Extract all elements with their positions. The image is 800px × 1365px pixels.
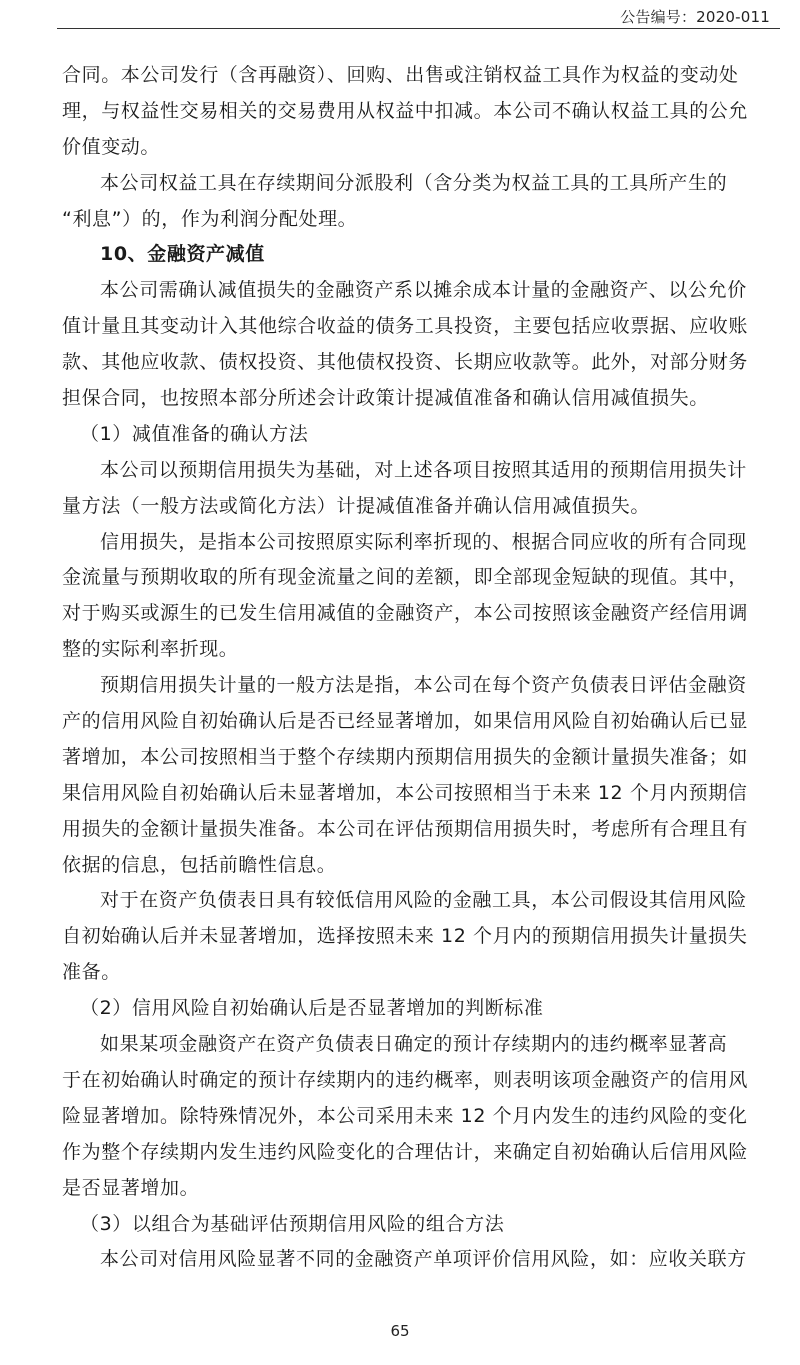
text-line: 金流量与预期收取的所有现金流量之间的差额，即全部现金短缺的现值。其中， [62,566,749,589]
paragraph-start: 本公司需确认减值损失的金融资产系以摊余成本计量的金融资产、以公允价 [100,279,747,302]
paragraph-start: 本公司权益工具在存续期间分派股利（含分类为权益工具的工具所产生的 [100,171,728,194]
text-line: 担保合同，也按照本部分所述会计政策计提减值准备和确认信用减值损失。 [62,387,709,410]
text-line: 自初始确认后并未显著增加，选择按照未来 12 个月内的预期信用损失计量损失 [62,925,748,948]
announcement-number: 公告编号：2020-011 [620,8,770,26]
paragraph-start: 如果某项金融资产在资产负债表日确定的预计存续期内的违约概率显著高 [100,1033,728,1056]
paragraph-start: 预期信用损失计量的一般方法是指，本公司在每个资产负债表日评估金融资 [100,674,747,697]
text-line: 作为整个存续期内发生违约风险变化的合理估计，来确定自初始确认后信用风险 [62,1140,749,1163]
text-line: 款、其他应收款、债权投资、其他债权投资、长期应收款等。此外，对部分财务 [62,351,749,374]
subsection-heading: （3）以组合为基础评估预期信用风险的组合方法 [80,1212,505,1235]
text-line: 对于购买或源生的已发生信用减值的金融资产，本公司按照该金融资产经信用调 [62,602,749,625]
text-line: 著增加，本公司按照相当于整个存续期内预期信用损失的金额计量损失准备；如 [62,745,749,768]
text-line: 果信用风险自初始确认后未显著增加，本公司按照相当于未来 12 个月内预期信 [62,781,748,804]
text-line: 于在初始确认时确定的预计存续期内的违约概率，则表明该项金融资产的信用风 [62,1068,749,1091]
text-line: 合同。本公司发行（含再融资）、回购、出售或注销权益工具作为权益的变动处 [62,64,739,86]
page-number: 65 [390,1322,410,1340]
text-line: 量方法（一般方法或简化方法）计提减值准备并确认信用减值损失。 [62,494,651,517]
document-body [62,58,776,1278]
paragraph-start: 信用损失，是指本公司按照原实际利率折现的、根据合同应收的所有合同现 [100,530,747,553]
subsection-heading: （2）信用风险自初始确认后是否显著增加的判断标准 [80,997,544,1020]
header-rule [57,28,780,29]
section-heading: 10、金融资产减值 [100,243,265,266]
text-line: 产的信用风险自初始确认后是否已经显著增加，如果信用风险自初始确认后已显 [62,710,749,733]
text-line: “利息”）的，作为利润分配处理。 [62,207,358,230]
text-line: 价值变动。 [62,135,161,158]
subsection-heading: （1）减值准备的确认方法 [80,422,309,445]
paragraph-start: 对于在资产负债表日具有较低信用风险的金融工具，本公司假设其信用风险 [100,889,747,912]
text-line: 值计量且其变动计入其他综合收益的债务工具投资，主要包括应收票据、应收账 [62,315,749,338]
text-line: 准备。 [62,961,121,984]
text-line: 依据的信息，包括前瞻性信息。 [62,853,337,876]
text-line: 整的实际利率折现。 [62,638,239,661]
paragraph-start: 本公司以预期信用损失为基础，对上述各项目按照其适用的预期信用损失计 [100,458,747,481]
text-line: 理，与权益性交易相关的交易费用从权益中扣减。本公司不确认权益工具的公允 [62,99,749,122]
text-line: 是否显著增加。 [62,1176,200,1199]
page-header [0,0,800,30]
text-line: 险显著增加。除特殊情况外，本公司采用未来 12 个月内发生的违约风险的变化 [62,1104,748,1127]
paragraph-start: 本公司对信用风险显著不同的金融资产单项评价信用风险，如：应收关联方 [100,1248,747,1271]
text-line: 用损失的金额计量损失准备。本公司在评估预期信用损失时，考虑所有合理且有 [62,817,749,840]
